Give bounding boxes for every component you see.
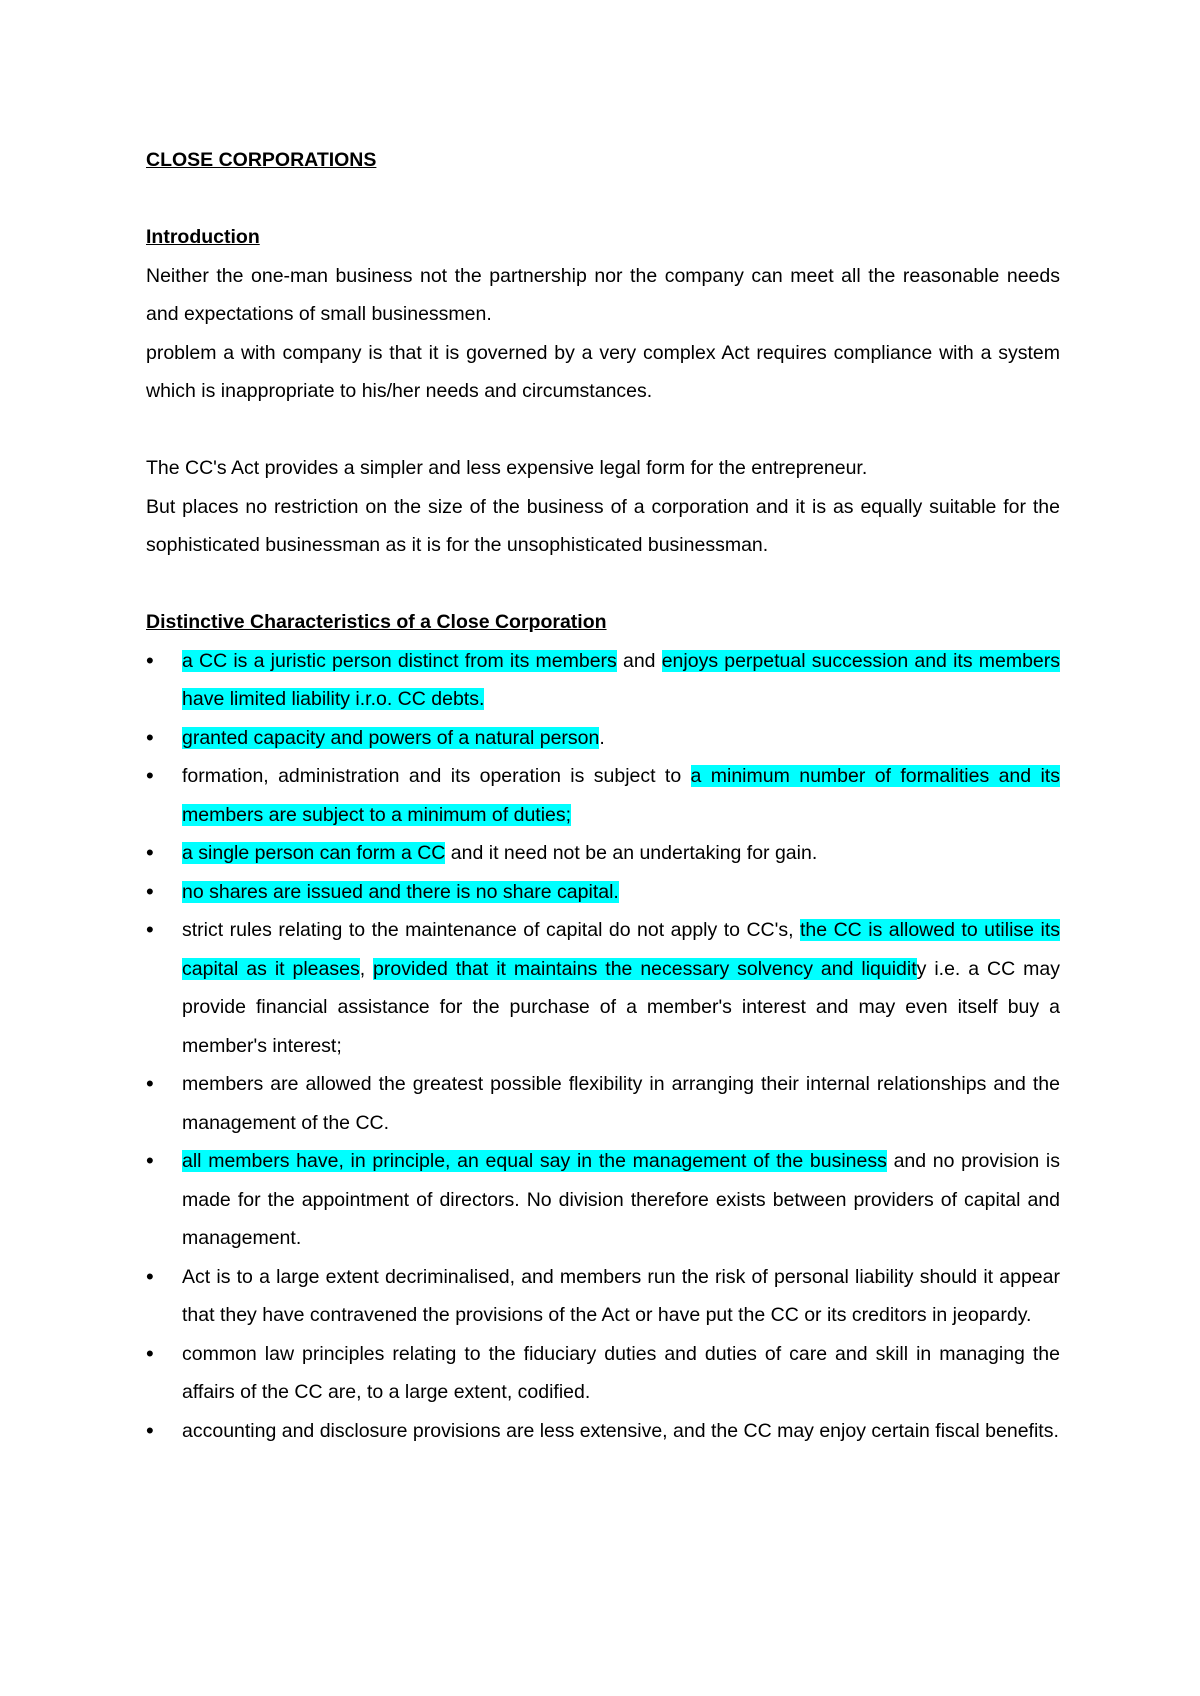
highlighted-text: all members have, in principle, an equal say in the management of the business (182, 1150, 887, 1172)
highlighted-text: provided that it maintains the necessary solvency and liquidit (373, 957, 917, 980)
document-title: CLOSE CORPORATIONS (146, 149, 377, 171)
bullet-text: y i.e. a CC may provide financial assistance for the purchase of a member's interest and may even itself buy a member's interest; (182, 957, 1060, 1057)
bullet-item (146, 834, 1060, 873)
bullet-text: and no provision is made for the appointment of directors. No division therefore exists between providers of capital and management. (182, 1150, 1060, 1249)
bullet-text: Act is to a large extent decriminalised, and members run the risk of personal liability should it appear that they have contravened the provisions of the Act or have put the CC or its creditors in jeopardy. (182, 1265, 1060, 1326)
bullet-item (146, 757, 1060, 834)
bullet-text: common law principles relating to the fiduciary duties and duties of care and skill in managing the affairs of the CC are, to a large extent, codified. (182, 1342, 1060, 1403)
intro-paragraph-4: But places no restriction on the size of the business of a corporation and it is as equally suitable for the sophisticated businessman as it is for the unsophisticated businessman. (146, 495, 1060, 556)
bullet-text: members are allowed the greatest possible flexibility in arranging their internal relationships and the management of the CC. (182, 1073, 1060, 1134)
bullet-item (146, 1335, 1060, 1412)
highlighted-text: no shares are issued and there is no share capital. (182, 880, 619, 903)
highlighted-text: granted capacity and powers of a natural person (182, 726, 600, 749)
bullet-text: . (599, 726, 605, 749)
bullet-item (146, 1258, 1060, 1335)
paragraph-spacer (146, 411, 1060, 450)
intro-paragraph-3: The CC's Act provides a simpler and less expensive legal form for the entrepreneur. (146, 457, 868, 479)
highlighted-text: a single person can form a CC (182, 842, 446, 864)
bullet-item (146, 1065, 1060, 1142)
highlighted-text: enjoys perpetual succession and its members have limited liability i.r.o. CC debts. (182, 649, 1060, 710)
bullet-text: accounting and disclosure provisions are less extensive, and the CC may enjoy certain fiscal benefits. (182, 1419, 1059, 1442)
bullet-text: formation, administration and its operation is subject to (182, 765, 691, 787)
bullet-item (146, 1142, 1060, 1258)
document-page (146, 141, 1060, 1450)
bullet-text: strict rules relating to the maintenance of capital do not apply to CC's, (182, 919, 801, 941)
bullet-item (146, 642, 1060, 719)
bullet-text: , (359, 957, 374, 980)
paragraph-spacer (146, 565, 1060, 604)
introduction-heading: Introduction (146, 226, 260, 248)
intro-paragraph-1: Neither the one-man business not the partnership nor the company can meet all the reasonable needs and expectations of small businessmen. (146, 264, 1060, 325)
highlighted-text: a CC is a juristic person distinct from its members (182, 649, 617, 672)
bullet-item (146, 873, 1060, 912)
bullet-text: and it need not be an undertaking for gain. (445, 842, 818, 864)
characteristics-heading: Distinctive Characteristics of a Close Corporation (146, 611, 607, 633)
bullet-item (146, 911, 1060, 1065)
highlighted-text: the CC is allowed to utilise its capital as it pleases (182, 919, 1060, 980)
characteristics-list (146, 642, 1060, 1451)
highlighted-text: a minimum number of formalities and its members are subject to a minimum of duties; (182, 765, 1060, 826)
intro-paragraph-2: problem a with company is that it is governed by a very complex Act requires compliance with a system which is inappropriate to his/her needs and circumstances. (146, 341, 1060, 402)
bullet-item (146, 1412, 1060, 1451)
bullet-item (146, 719, 1060, 758)
bullet-text: and (616, 649, 662, 672)
